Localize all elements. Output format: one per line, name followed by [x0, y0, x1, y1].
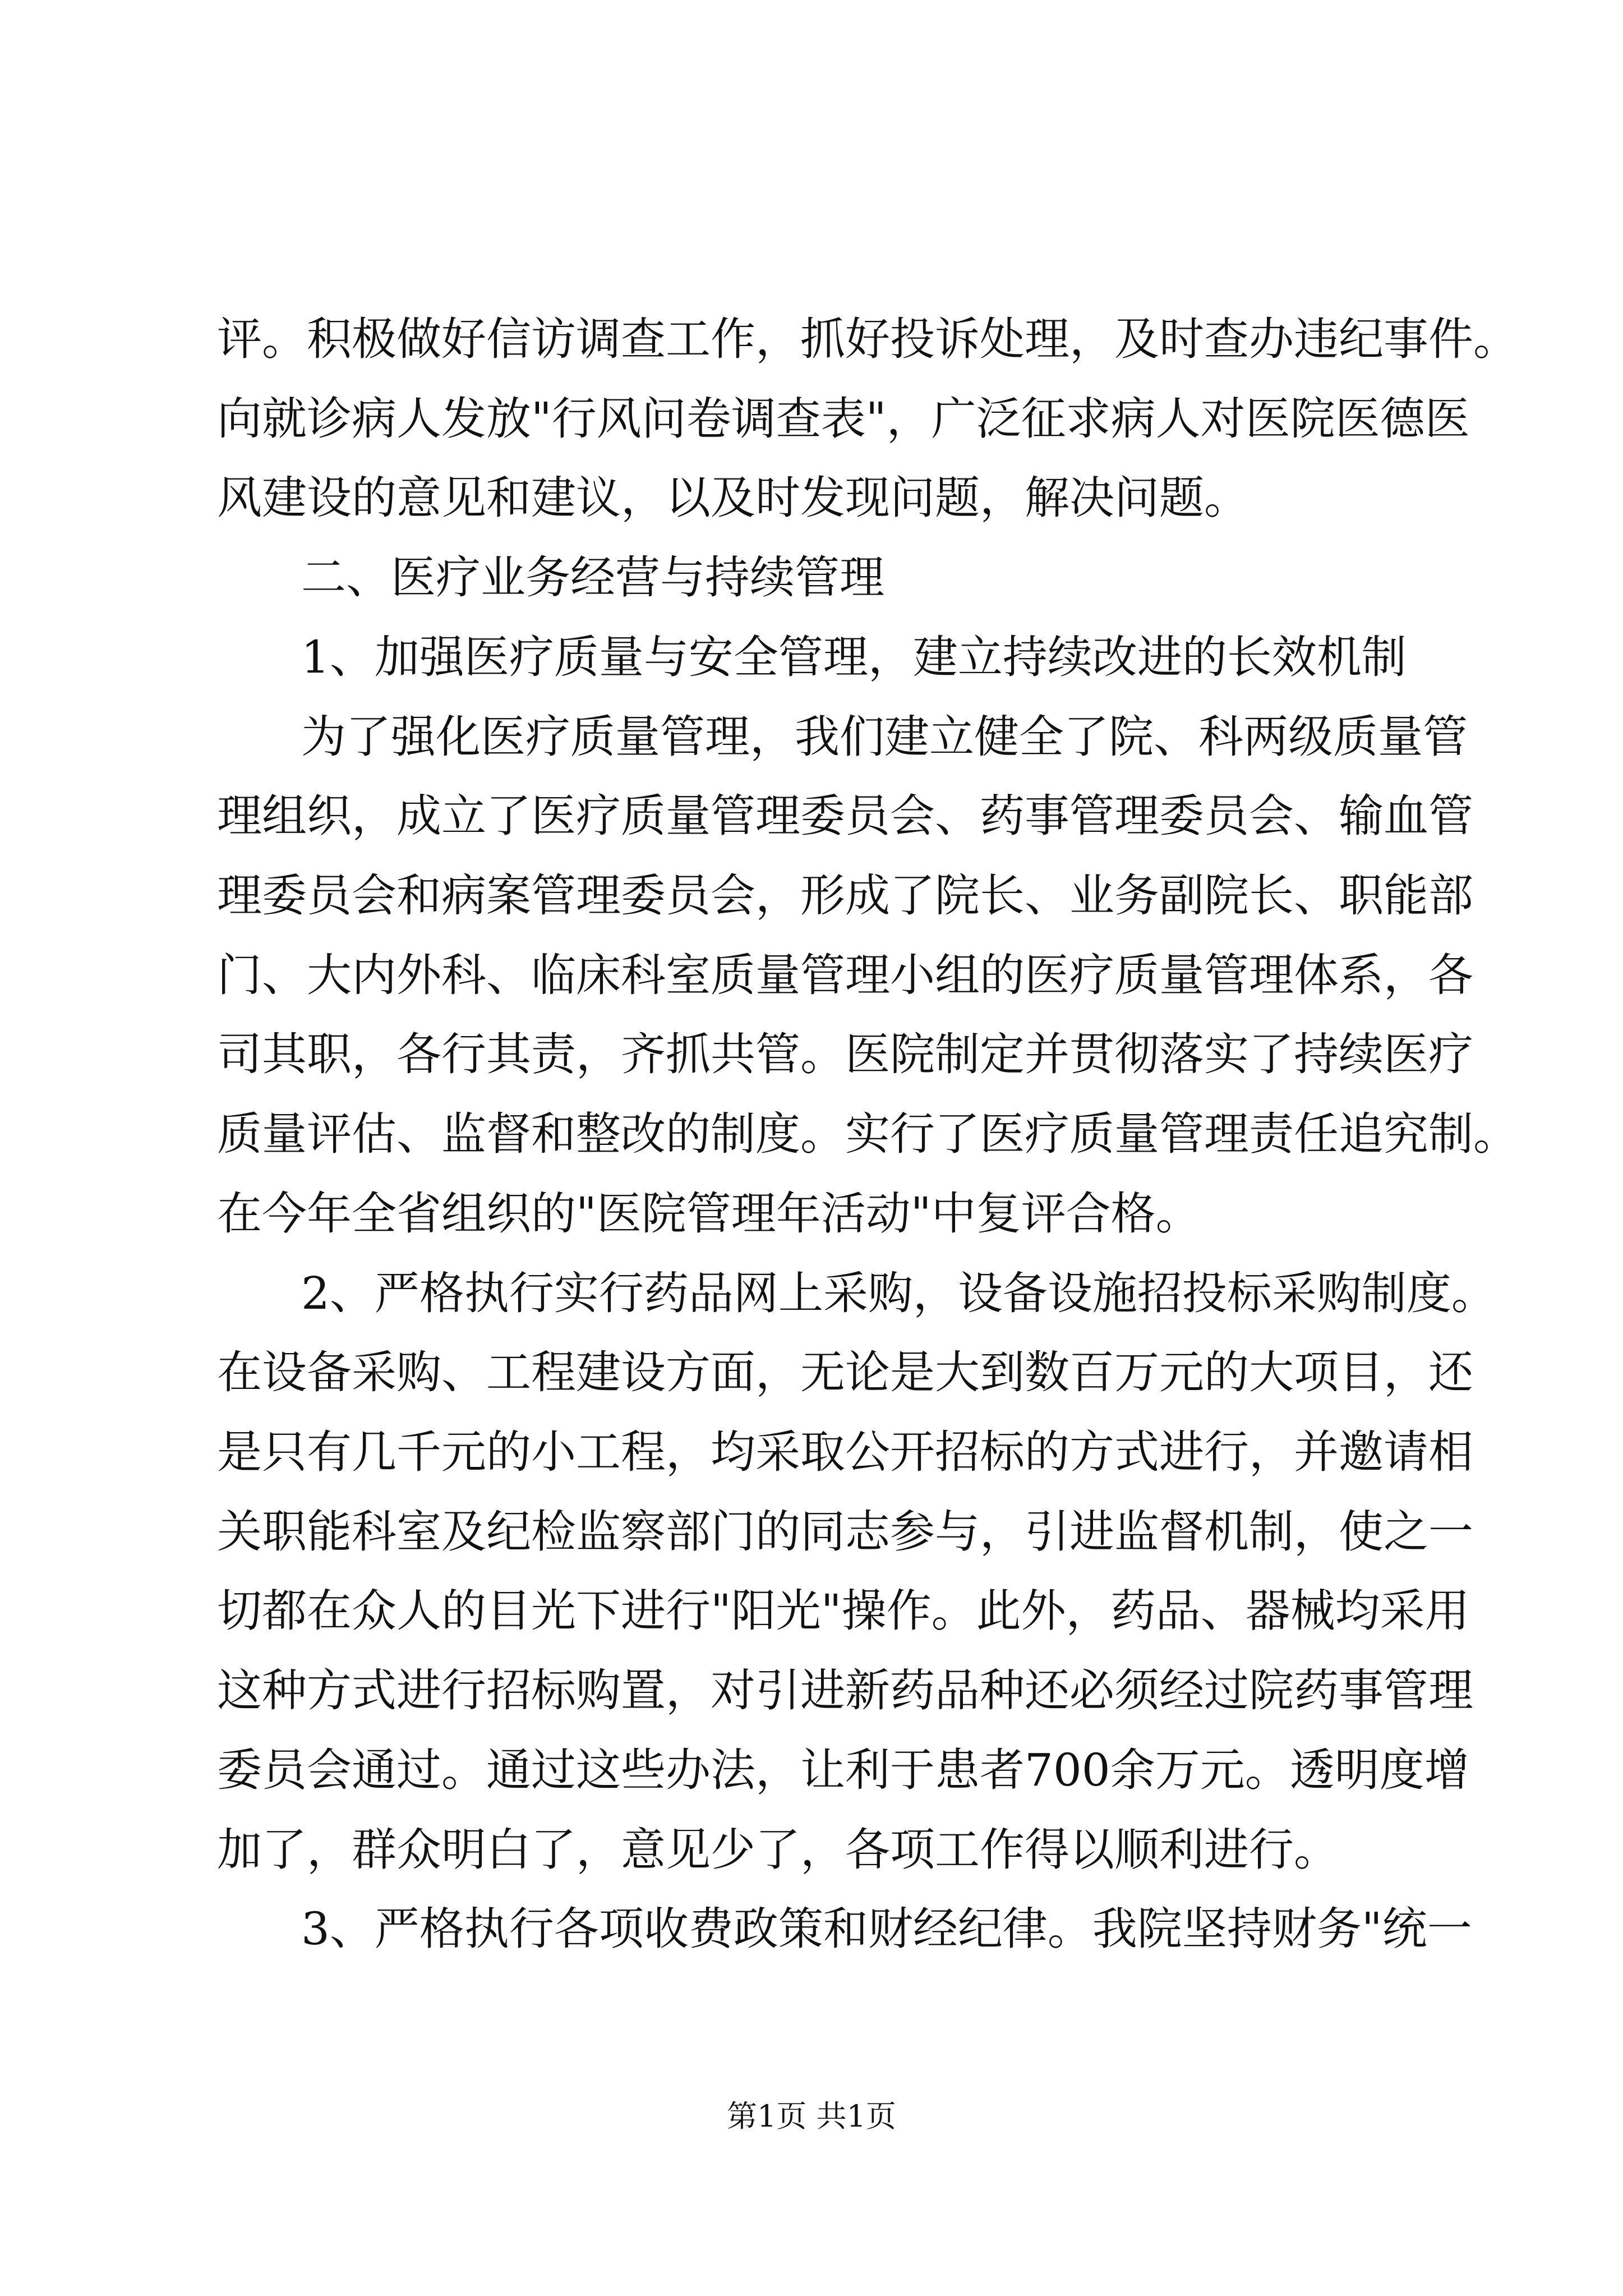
paragraph-line: 门、大内外科、临床科室质量管理小组的医疗质量管理体系，各 — [217, 949, 1473, 1001]
paragraph-line: 理组织，成立了医疗质量管理委员会、药事管理委员会、输血管 — [217, 790, 1473, 842]
paragraph-line: 委员会通过。通过这些办法，让利于患者700余万元。透明度增 — [217, 1744, 1469, 1796]
paragraph-line: 关职能科室及纪检监察部门的同志参与，引进监督机制，使之一 — [217, 1506, 1473, 1558]
paragraph-line: 2、严格执行实行药品网上采购，设备设施招投标采购制度。 — [301, 1267, 1496, 1319]
paragraph-line: 切都在众人的目光下进行"阳光"操作。此外，药品、器械均采用 — [217, 1585, 1470, 1637]
paragraph-line: 向就诊病人发放"行风问卷调查表"，广泛征求病人对医院医德医 — [217, 393, 1470, 445]
paragraph-line: 理委员会和病案管理委员会，形成了院长、业务副院长、职能部 — [217, 869, 1473, 922]
paragraph-line: 是只有几千元的小工程，均采取公开招标的方式进行，并邀请相 — [217, 1426, 1473, 1478]
paragraph-line: 3、严格执行各项收费政策和财经纪律。我院坚持财务"统一 — [301, 1903, 1472, 1955]
paragraph-line: 这种方式进行招标购置，对引进新药品种还必须经过院药事管理 — [217, 1664, 1473, 1717]
paragraph-line: 质量评估、监督和整改的制度。实行了医疗质量管理责任追究制。 — [217, 1108, 1518, 1160]
paragraph-line: 评。积极做好信访调查工作，抓好投诉处理，及时查办违纪事件。 — [217, 313, 1518, 365]
paragraph-line: 风建设的意见和建议，以及时发现问题，解决问题。 — [217, 472, 1249, 524]
page-footer: 第1页 共1页 — [727, 2099, 896, 2134]
paragraph-line: 在今年全省组织的"医院管理年活动"中复评合格。 — [217, 1188, 1201, 1240]
paragraph-line: 为了强化医疗质量管理，我们建立健全了院、科两级质量管 — [301, 711, 1468, 763]
paragraph-line: 司其职，各行其责，齐抓共管。医院制定并贯彻落实了持续医疗 — [217, 1028, 1473, 1080]
section-heading: 二、医疗业务经营与持续管理 — [301, 551, 884, 604]
paragraph-line: 加了，群众明白了，意见少了，各项工作得以顺利进行。 — [217, 1824, 1339, 1876]
paragraph-line: 在设备采购、工程建设方面，无论是大到数百万元的大项目，还 — [217, 1346, 1473, 1398]
subsection-heading: 1、加强医疗质量与安全管理，建立持续改进的长效机制 — [301, 631, 1407, 683]
